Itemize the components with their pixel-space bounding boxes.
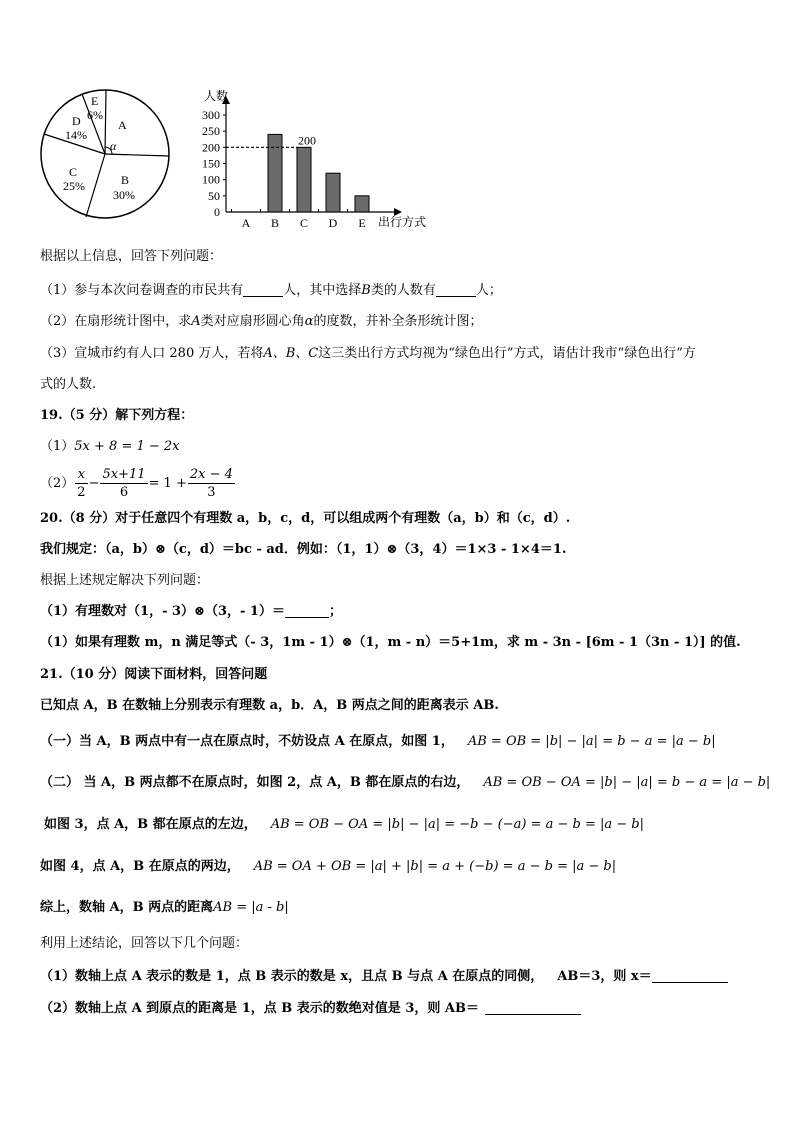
pie-chart [41, 90, 169, 218]
pie-percent-e: 6% [87, 108, 103, 122]
q21-case1: （一）当 A，B 两点中有一点在原点时，不妨设点 A 在原点，如图 1， AB = OB = |b| − |a| = b − a = |a − b| [40, 734, 716, 749]
x-category-label: B [270, 216, 280, 230]
y-tick-label: 50 [208, 188, 220, 203]
y-tick-label: 200 [202, 140, 220, 155]
q21-title: 21.（10 分）阅读下面材料，回答问题 [40, 667, 268, 682]
pie-percent-b: 30% [113, 188, 135, 202]
q20-title: 20.（8 分）对于任意四个有理数 a，b，c，d，可以组成两个有理数（a，b）和（c，d）. [40, 511, 571, 526]
q21-case4: 如图 4，点 A，B 在原点的两边， AB = OA + OB = |a| + |b| = a + (−b) = a − b = |a − b| [40, 859, 617, 874]
q18-part3-cont: 式的人数. [40, 377, 97, 392]
q18-part1: （1）参与本次问卷调查的市民共有 人，其中选择B类的人数有 人； [40, 283, 502, 298]
answer-blank-q21-2[interactable] [485, 1000, 581, 1015]
pie-percent-d: 14% [65, 128, 87, 142]
q21-use: 利用上述结论，回答以下几个问题： [40, 936, 249, 951]
bar-b [268, 134, 282, 212]
q20-part2: （1）如果有理数 m，n 满足等式（- 3，1m - 1）⊗（1，m - n）＝5+1m，求 m - 3n - [6m - 1（3n - 1）] 的值. [40, 635, 741, 650]
pie-percent-c: 25% [63, 179, 85, 193]
bar-c [297, 147, 311, 212]
q19-title: 19.（5 分）解下列方程： [40, 408, 194, 423]
q18-part3: （3）宣城市约有人口 280 万人，若将A、B、C这三类出行方式均视为“绿色出行”方式，请估计我市“绿色出行”方 [40, 346, 696, 361]
q20-rule: 我们规定：（a，b）⊗（c，d）＝bc - ad．例如：（1，1）⊗（3，4）＝1×3 - 1×4＝1. [40, 542, 567, 557]
q21-summary: 综上，数轴 A，B 两点的距离AB = |a - b| [40, 900, 289, 915]
x-category-label: D [328, 216, 338, 230]
answer-blank-q20-1[interactable] [285, 603, 329, 618]
y-tick-label: 0 [214, 205, 220, 219]
q21-case2: （二） 当 A，B 两点都不在原点时，如图 2，点 A，B 都在原点的右边， AB = OB − OA = |b| − |a| = b − a = |a − b| [40, 775, 771, 790]
y-tick-label: 300 [202, 108, 220, 122]
q18-part2: （2）在扇形统计图中，求A类对应扇形圆心角α的度数，并补全条形统计图； [40, 314, 483, 329]
answer-blank-q21-1[interactable] [652, 968, 728, 983]
pie-alpha: α [110, 139, 117, 153]
bar-e [355, 196, 369, 212]
x-category-label: C [299, 216, 309, 230]
bar-annotation-200: 200 [298, 133, 316, 148]
bar-chart [202, 88, 426, 230]
bar-chart-xlabel: 出行方式 [378, 215, 427, 229]
y-tick-label: 100 [202, 172, 220, 187]
q21-case3: 如图 3，点 A，B 都在原点的左边， AB = OB − OA = |b| − |a| = −b − (−a) = a − b = |a − b| [44, 817, 644, 832]
info-prompt: 根据以上信息，回答下列问题： [40, 249, 223, 264]
pie-label-d: D [72, 114, 81, 128]
q20-part1: （1）有理数对（1，- 3）⊗（3，- 1）＝ ； [40, 604, 342, 619]
answer-blank-b[interactable] [436, 282, 476, 297]
pie-label-c: C [69, 165, 78, 179]
x-category-label: A [241, 216, 251, 230]
answer-blank-total[interactable] [243, 282, 283, 297]
y-tick-label: 250 [202, 124, 220, 139]
q21-part2: （2）数轴上点 A 到原点的距离是 1，点 B 表示的数绝对值是 3，则 AB＝ [40, 1000, 581, 1018]
bar-d [326, 173, 340, 212]
y-tick-label: 150 [202, 156, 220, 171]
bar-chart-ylabel: 人数 [204, 89, 229, 103]
pie-label-b: B [121, 173, 130, 187]
q20-intro: 根据上述规定解决下列问题： [40, 573, 210, 588]
q21-known: 已知点 A，B 在数轴上分别表示有理数 a，b．A，B 两点之间的距离表示 AB. [40, 698, 499, 713]
pie-label-a: A [118, 118, 127, 132]
pie-label-e: E [91, 94, 99, 108]
q21-part1: （1）数轴上点 A 表示的数是 1，点 B 表示的数是 x，且点 B 与点 A 在原点的同侧， AB＝3，则 x＝ [40, 968, 728, 986]
q19-eq1: （1）5x + 8 = 1 − 2x [40, 439, 180, 454]
statistics-charts [36, 84, 456, 244]
q19-eq2: （2） $\frac{x}{2}$ − $\frac{5x+11}{6}$ = 1 + $\frac{2x - 4}{3}$ [40, 467, 233, 500]
x-category-label: E [358, 216, 366, 230]
